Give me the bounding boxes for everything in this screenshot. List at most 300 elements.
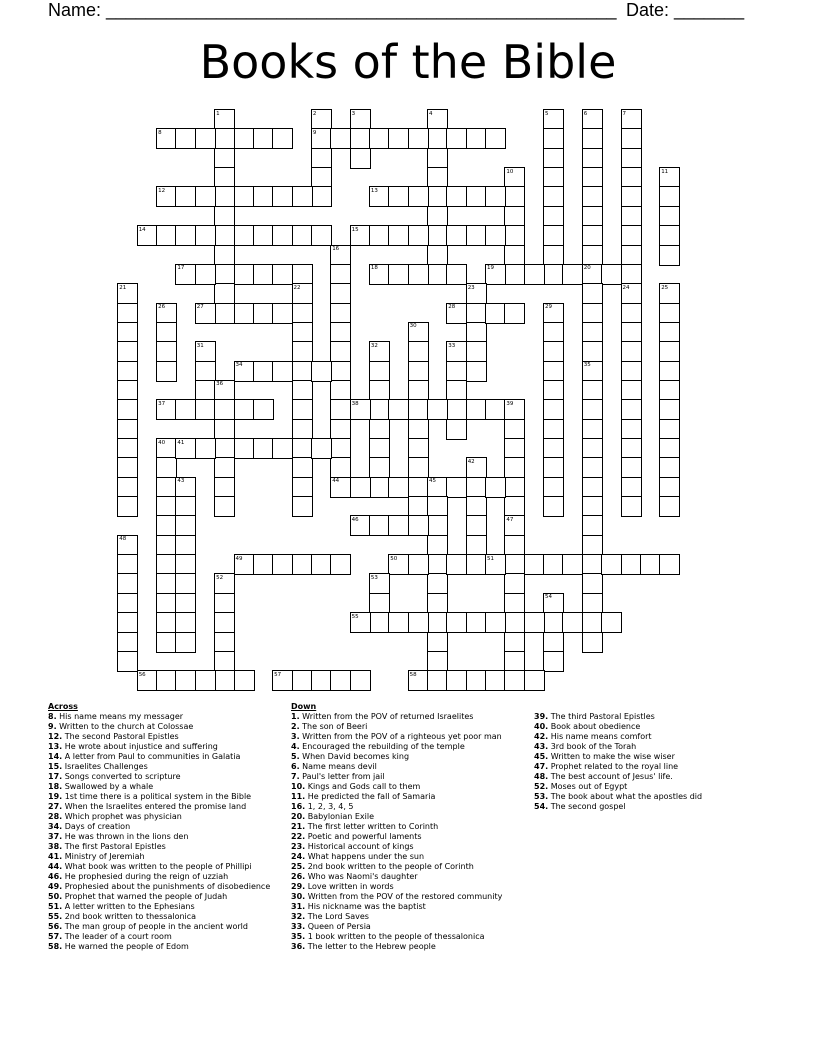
grid-cell[interactable] bbox=[659, 477, 680, 498]
grid-cell[interactable] bbox=[659, 322, 680, 343]
grid-cell[interactable] bbox=[427, 399, 448, 420]
grid-cell[interactable] bbox=[253, 361, 274, 382]
grid-cell[interactable] bbox=[214, 186, 235, 207]
grid-cell[interactable] bbox=[466, 554, 487, 575]
grid-cell[interactable] bbox=[272, 264, 293, 285]
grid-cell[interactable] bbox=[543, 419, 564, 440]
grid-cell[interactable] bbox=[504, 457, 525, 478]
grid-cell[interactable] bbox=[311, 361, 332, 382]
grid-cell[interactable] bbox=[659, 399, 680, 420]
grid-cell[interactable] bbox=[156, 322, 177, 343]
grid-cell[interactable] bbox=[234, 399, 255, 420]
grid-cell[interactable] bbox=[117, 632, 138, 653]
grid-cell[interactable] bbox=[582, 419, 603, 440]
grid-cell[interactable] bbox=[292, 438, 313, 459]
grid-cell[interactable] bbox=[156, 632, 177, 653]
grid-cell[interactable] bbox=[292, 380, 313, 401]
grid-cell[interactable] bbox=[214, 264, 235, 285]
grid-cell[interactable] bbox=[311, 148, 332, 169]
grid-cell[interactable] bbox=[330, 264, 351, 285]
grid-cell[interactable] bbox=[640, 554, 661, 575]
grid-cell[interactable] bbox=[369, 361, 390, 382]
grid-cell[interactable] bbox=[214, 457, 235, 478]
grid-cell[interactable] bbox=[446, 419, 467, 440]
grid-cell[interactable] bbox=[330, 380, 351, 401]
grid-cell[interactable] bbox=[388, 612, 409, 633]
grid-cell[interactable] bbox=[659, 303, 680, 324]
grid-cell[interactable] bbox=[446, 186, 467, 207]
grid-cell[interactable] bbox=[408, 399, 429, 420]
grid-cell[interactable] bbox=[330, 554, 351, 575]
grid-cell[interactable] bbox=[253, 438, 274, 459]
grid-cell[interactable] bbox=[446, 477, 467, 498]
grid-cell[interactable] bbox=[621, 554, 642, 575]
name-field-label[interactable]: Name: ___________________________________________________ bbox=[48, 0, 617, 20]
grid-cell[interactable] bbox=[582, 322, 603, 343]
grid-cell[interactable] bbox=[272, 554, 293, 575]
grid-cell[interactable] bbox=[214, 399, 235, 420]
grid-cell[interactable] bbox=[408, 438, 429, 459]
grid-cell[interactable] bbox=[659, 554, 680, 575]
grid-cell[interactable] bbox=[446, 361, 467, 382]
grid-cell[interactable] bbox=[292, 457, 313, 478]
grid-cell[interactable] bbox=[504, 186, 525, 207]
grid-cell[interactable] bbox=[214, 612, 235, 633]
grid-cell[interactable] bbox=[504, 206, 525, 227]
grid-cell[interactable] bbox=[543, 438, 564, 459]
grid-cell[interactable] bbox=[543, 225, 564, 246]
grid-cell[interactable] bbox=[427, 515, 448, 536]
grid-cell[interactable] bbox=[330, 322, 351, 343]
grid-cell[interactable] bbox=[504, 593, 525, 614]
grid-cell[interactable] bbox=[369, 419, 390, 440]
grid-cell[interactable] bbox=[117, 477, 138, 498]
grid-cell[interactable] bbox=[659, 496, 680, 517]
grid-cell[interactable] bbox=[466, 477, 487, 498]
grid-cell[interactable] bbox=[659, 419, 680, 440]
grid-cell[interactable] bbox=[659, 438, 680, 459]
grid-cell[interactable] bbox=[582, 477, 603, 498]
grid-cell[interactable] bbox=[272, 225, 293, 246]
grid-cell[interactable] bbox=[504, 264, 525, 285]
grid-cell[interactable] bbox=[621, 361, 642, 382]
grid-cell[interactable] bbox=[388, 128, 409, 149]
grid-cell[interactable] bbox=[543, 399, 564, 420]
grid-cell[interactable] bbox=[311, 225, 332, 246]
grid-cell[interactable] bbox=[446, 670, 467, 691]
grid-cell[interactable] bbox=[214, 225, 235, 246]
grid-cell[interactable] bbox=[446, 128, 467, 149]
grid-cell[interactable] bbox=[582, 593, 603, 614]
grid-cell[interactable] bbox=[117, 593, 138, 614]
grid-cell[interactable] bbox=[330, 361, 351, 382]
grid-cell[interactable] bbox=[582, 148, 603, 169]
date-field-label[interactable]: Date: _______ bbox=[626, 0, 745, 20]
grid-cell[interactable] bbox=[156, 593, 177, 614]
grid-cell[interactable] bbox=[253, 399, 274, 420]
grid-cell[interactable] bbox=[621, 399, 642, 420]
grid-cell[interactable] bbox=[543, 341, 564, 362]
grid-cell[interactable] bbox=[504, 670, 525, 691]
grid-cell[interactable] bbox=[485, 612, 506, 633]
grid-cell[interactable] bbox=[311, 186, 332, 207]
grid-cell[interactable] bbox=[466, 670, 487, 691]
grid-cell[interactable] bbox=[234, 438, 255, 459]
grid-cell[interactable] bbox=[562, 612, 583, 633]
grid-cell[interactable] bbox=[195, 670, 216, 691]
grid-cell[interactable] bbox=[214, 167, 235, 188]
grid-cell[interactable] bbox=[504, 632, 525, 653]
grid-cell[interactable] bbox=[408, 341, 429, 362]
grid-cell[interactable] bbox=[311, 167, 332, 188]
grid-cell[interactable] bbox=[253, 186, 274, 207]
grid-cell[interactable] bbox=[330, 438, 351, 459]
grid-cell[interactable] bbox=[621, 496, 642, 517]
grid-cell[interactable] bbox=[582, 399, 603, 420]
grid-cell[interactable] bbox=[582, 225, 603, 246]
grid-cell[interactable] bbox=[446, 264, 467, 285]
grid-cell[interactable] bbox=[253, 554, 274, 575]
grid-cell[interactable] bbox=[234, 670, 255, 691]
grid-cell[interactable] bbox=[543, 322, 564, 343]
grid-cell[interactable] bbox=[427, 496, 448, 517]
grid-cell[interactable] bbox=[543, 457, 564, 478]
grid-cell[interactable] bbox=[272, 186, 293, 207]
grid-cell[interactable] bbox=[117, 554, 138, 575]
grid-cell[interactable] bbox=[292, 399, 313, 420]
grid-cell[interactable] bbox=[292, 419, 313, 440]
grid-cell[interactable] bbox=[330, 128, 351, 149]
grid-cell[interactable] bbox=[292, 341, 313, 362]
grid-cell[interactable] bbox=[582, 632, 603, 653]
grid-cell[interactable] bbox=[601, 612, 622, 633]
grid-cell[interactable] bbox=[524, 670, 545, 691]
grid-cell[interactable] bbox=[582, 573, 603, 594]
grid-cell[interactable] bbox=[543, 496, 564, 517]
grid-cell[interactable] bbox=[408, 457, 429, 478]
grid-cell[interactable] bbox=[175, 399, 196, 420]
grid-cell[interactable] bbox=[543, 186, 564, 207]
grid-cell[interactable] bbox=[446, 554, 467, 575]
grid-cell[interactable] bbox=[369, 225, 390, 246]
grid-cell[interactable] bbox=[388, 186, 409, 207]
grid-cell[interactable] bbox=[543, 554, 564, 575]
grid-cell[interactable] bbox=[175, 535, 196, 556]
grid-cell[interactable] bbox=[543, 128, 564, 149]
grid-cell[interactable] bbox=[253, 303, 274, 324]
grid-cell[interactable] bbox=[582, 496, 603, 517]
grid-cell[interactable] bbox=[582, 128, 603, 149]
grid-cell[interactable] bbox=[485, 399, 506, 420]
grid-cell[interactable] bbox=[195, 361, 216, 382]
grid-cell[interactable] bbox=[369, 457, 390, 478]
grid-cell[interactable] bbox=[175, 554, 196, 575]
grid-cell[interactable] bbox=[485, 128, 506, 149]
grid-cell[interactable] bbox=[388, 264, 409, 285]
grid-cell[interactable] bbox=[214, 477, 235, 498]
grid-cell[interactable] bbox=[427, 651, 448, 672]
grid-cell[interactable] bbox=[214, 128, 235, 149]
grid-cell[interactable] bbox=[195, 380, 216, 401]
grid-cell[interactable] bbox=[485, 225, 506, 246]
grid-cell[interactable] bbox=[388, 399, 409, 420]
grid-cell[interactable] bbox=[292, 670, 313, 691]
grid-cell[interactable] bbox=[582, 167, 603, 188]
grid-cell[interactable] bbox=[214, 651, 235, 672]
grid-cell[interactable] bbox=[156, 515, 177, 536]
grid-cell[interactable] bbox=[543, 245, 564, 266]
grid-cell[interactable] bbox=[408, 419, 429, 440]
grid-cell[interactable] bbox=[427, 186, 448, 207]
grid-cell[interactable] bbox=[543, 477, 564, 498]
grid-cell[interactable] bbox=[175, 515, 196, 536]
grid-cell[interactable] bbox=[156, 361, 177, 382]
grid-cell[interactable] bbox=[504, 419, 525, 440]
grid-cell[interactable] bbox=[195, 128, 216, 149]
grid-cell[interactable] bbox=[408, 496, 429, 517]
grid-cell[interactable] bbox=[504, 438, 525, 459]
grid-cell[interactable] bbox=[117, 457, 138, 478]
grid-cell[interactable] bbox=[659, 341, 680, 362]
grid-cell[interactable] bbox=[427, 225, 448, 246]
grid-cell[interactable] bbox=[388, 515, 409, 536]
grid-cell[interactable] bbox=[582, 438, 603, 459]
grid-cell[interactable] bbox=[504, 651, 525, 672]
grid-cell[interactable] bbox=[621, 167, 642, 188]
grid-cell[interactable] bbox=[621, 186, 642, 207]
grid-cell[interactable] bbox=[253, 225, 274, 246]
grid-cell[interactable] bbox=[253, 128, 274, 149]
grid-cell[interactable] bbox=[659, 245, 680, 266]
grid-cell[interactable] bbox=[582, 380, 603, 401]
grid-cell[interactable] bbox=[427, 206, 448, 227]
grid-cell[interactable] bbox=[446, 380, 467, 401]
grid-cell[interactable] bbox=[214, 496, 235, 517]
grid-cell[interactable] bbox=[543, 264, 564, 285]
grid-cell[interactable] bbox=[234, 303, 255, 324]
grid-cell[interactable] bbox=[156, 535, 177, 556]
grid-cell[interactable] bbox=[175, 593, 196, 614]
grid-cell[interactable] bbox=[466, 128, 487, 149]
grid-cell[interactable] bbox=[156, 496, 177, 517]
grid-cell[interactable] bbox=[117, 341, 138, 362]
grid-cell[interactable] bbox=[621, 457, 642, 478]
grid-cell[interactable] bbox=[543, 380, 564, 401]
grid-cell[interactable] bbox=[369, 593, 390, 614]
grid-cell[interactable] bbox=[466, 399, 487, 420]
grid-cell[interactable] bbox=[330, 303, 351, 324]
grid-cell[interactable] bbox=[175, 496, 196, 517]
grid-cell[interactable] bbox=[369, 399, 390, 420]
grid-cell[interactable] bbox=[117, 573, 138, 594]
grid-cell[interactable] bbox=[621, 419, 642, 440]
grid-cell[interactable] bbox=[466, 496, 487, 517]
grid-cell[interactable] bbox=[659, 380, 680, 401]
grid-cell[interactable] bbox=[582, 186, 603, 207]
grid-cell[interactable] bbox=[156, 670, 177, 691]
grid-cell[interactable] bbox=[504, 225, 525, 246]
grid-cell[interactable] bbox=[485, 186, 506, 207]
grid-cell[interactable] bbox=[621, 322, 642, 343]
grid-cell[interactable] bbox=[466, 535, 487, 556]
grid-cell[interactable] bbox=[156, 341, 177, 362]
grid-cell[interactable] bbox=[117, 438, 138, 459]
grid-cell[interactable] bbox=[234, 186, 255, 207]
grid-cell[interactable] bbox=[156, 612, 177, 633]
grid-cell[interactable] bbox=[621, 148, 642, 169]
grid-cell[interactable] bbox=[214, 283, 235, 304]
grid-cell[interactable] bbox=[621, 128, 642, 149]
grid-cell[interactable] bbox=[582, 612, 603, 633]
grid-cell[interactable] bbox=[369, 612, 390, 633]
grid-cell[interactable] bbox=[117, 496, 138, 517]
grid-cell[interactable] bbox=[485, 670, 506, 691]
grid-cell[interactable] bbox=[156, 457, 177, 478]
grid-cell[interactable] bbox=[504, 535, 525, 556]
grid-cell[interactable] bbox=[427, 632, 448, 653]
grid-cell[interactable] bbox=[117, 303, 138, 324]
grid-cell[interactable] bbox=[427, 612, 448, 633]
grid-cell[interactable] bbox=[427, 554, 448, 575]
grid-cell[interactable] bbox=[524, 612, 545, 633]
grid-cell[interactable] bbox=[427, 167, 448, 188]
grid-cell[interactable] bbox=[621, 380, 642, 401]
grid-cell[interactable] bbox=[485, 477, 506, 498]
grid-cell[interactable] bbox=[350, 148, 371, 169]
grid-cell[interactable] bbox=[117, 651, 138, 672]
grid-cell[interactable] bbox=[408, 554, 429, 575]
grid-cell[interactable] bbox=[117, 322, 138, 343]
grid-cell[interactable] bbox=[427, 573, 448, 594]
grid-cell[interactable] bbox=[659, 206, 680, 227]
grid-cell[interactable] bbox=[195, 225, 216, 246]
grid-cell[interactable] bbox=[330, 419, 351, 440]
grid-cell[interactable] bbox=[214, 670, 235, 691]
grid-cell[interactable] bbox=[330, 283, 351, 304]
grid-cell[interactable] bbox=[659, 186, 680, 207]
grid-cell[interactable] bbox=[504, 245, 525, 266]
grid-cell[interactable] bbox=[543, 612, 564, 633]
grid-cell[interactable] bbox=[311, 670, 332, 691]
grid-cell[interactable] bbox=[408, 128, 429, 149]
grid-cell[interactable] bbox=[621, 303, 642, 324]
grid-cell[interactable] bbox=[446, 612, 467, 633]
grid-cell[interactable] bbox=[214, 632, 235, 653]
grid-cell[interactable] bbox=[330, 341, 351, 362]
grid-cell[interactable] bbox=[543, 361, 564, 382]
grid-cell[interactable] bbox=[543, 632, 564, 653]
grid-cell[interactable] bbox=[408, 361, 429, 382]
grid-cell[interactable] bbox=[408, 225, 429, 246]
grid-cell[interactable] bbox=[408, 186, 429, 207]
grid-cell[interactable] bbox=[350, 670, 371, 691]
grid-cell[interactable] bbox=[156, 477, 177, 498]
grid-cell[interactable] bbox=[350, 128, 371, 149]
grid-cell[interactable] bbox=[253, 264, 274, 285]
grid-cell[interactable] bbox=[466, 322, 487, 343]
grid-cell[interactable] bbox=[466, 612, 487, 633]
grid-cell[interactable] bbox=[427, 535, 448, 556]
grid-cell[interactable] bbox=[292, 264, 313, 285]
grid-cell[interactable] bbox=[582, 283, 603, 304]
grid-cell[interactable] bbox=[292, 361, 313, 382]
grid-cell[interactable] bbox=[330, 399, 351, 420]
grid-cell[interactable] bbox=[601, 554, 622, 575]
grid-cell[interactable] bbox=[543, 206, 564, 227]
grid-cell[interactable] bbox=[272, 128, 293, 149]
grid-cell[interactable] bbox=[621, 477, 642, 498]
grid-cell[interactable] bbox=[408, 515, 429, 536]
grid-cell[interactable] bbox=[175, 128, 196, 149]
grid-cell[interactable] bbox=[582, 341, 603, 362]
grid-cell[interactable] bbox=[369, 438, 390, 459]
grid-cell[interactable] bbox=[446, 225, 467, 246]
grid-cell[interactable] bbox=[175, 186, 196, 207]
grid-cell[interactable] bbox=[504, 477, 525, 498]
grid-cell[interactable] bbox=[621, 225, 642, 246]
grid-cell[interactable] bbox=[214, 245, 235, 266]
grid-cell[interactable] bbox=[214, 593, 235, 614]
grid-cell[interactable] bbox=[234, 225, 255, 246]
grid-cell[interactable] bbox=[659, 457, 680, 478]
grid-cell[interactable] bbox=[582, 303, 603, 324]
grid-cell[interactable] bbox=[466, 186, 487, 207]
grid-cell[interactable] bbox=[485, 303, 506, 324]
grid-cell[interactable] bbox=[621, 245, 642, 266]
grid-cell[interactable] bbox=[195, 438, 216, 459]
grid-cell[interactable] bbox=[292, 477, 313, 498]
grid-cell[interactable] bbox=[582, 535, 603, 556]
grid-cell[interactable] bbox=[408, 380, 429, 401]
grid-cell[interactable] bbox=[292, 186, 313, 207]
grid-cell[interactable] bbox=[621, 206, 642, 227]
grid-cell[interactable] bbox=[427, 245, 448, 266]
grid-cell[interactable] bbox=[272, 438, 293, 459]
grid-cell[interactable] bbox=[292, 554, 313, 575]
grid-cell[interactable] bbox=[582, 457, 603, 478]
grid-cell[interactable] bbox=[272, 303, 293, 324]
grid-cell[interactable] bbox=[214, 206, 235, 227]
grid-cell[interactable] bbox=[175, 612, 196, 633]
grid-cell[interactable] bbox=[117, 399, 138, 420]
grid-cell[interactable] bbox=[117, 612, 138, 633]
grid-cell[interactable] bbox=[175, 632, 196, 653]
grid-cell[interactable] bbox=[524, 554, 545, 575]
grid-cell[interactable] bbox=[466, 303, 487, 324]
grid-cell[interactable] bbox=[582, 515, 603, 536]
grid-cell[interactable] bbox=[175, 225, 196, 246]
grid-cell[interactable] bbox=[175, 573, 196, 594]
grid-cell[interactable] bbox=[369, 477, 390, 498]
grid-cell[interactable] bbox=[446, 399, 467, 420]
grid-cell[interactable] bbox=[621, 264, 642, 285]
grid-cell[interactable] bbox=[659, 225, 680, 246]
grid-cell[interactable] bbox=[214, 303, 235, 324]
grid-cell[interactable] bbox=[562, 264, 583, 285]
grid-cell[interactable] bbox=[466, 515, 487, 536]
grid-cell[interactable] bbox=[504, 303, 525, 324]
grid-cell[interactable] bbox=[369, 380, 390, 401]
grid-cell[interactable] bbox=[292, 225, 313, 246]
grid-cell[interactable] bbox=[562, 554, 583, 575]
grid-cell[interactable] bbox=[292, 303, 313, 324]
grid-cell[interactable] bbox=[214, 148, 235, 169]
grid-cell[interactable] bbox=[408, 477, 429, 498]
grid-cell[interactable] bbox=[466, 361, 487, 382]
grid-cell[interactable] bbox=[311, 438, 332, 459]
grid-cell[interactable] bbox=[543, 167, 564, 188]
grid-cell[interactable] bbox=[195, 264, 216, 285]
